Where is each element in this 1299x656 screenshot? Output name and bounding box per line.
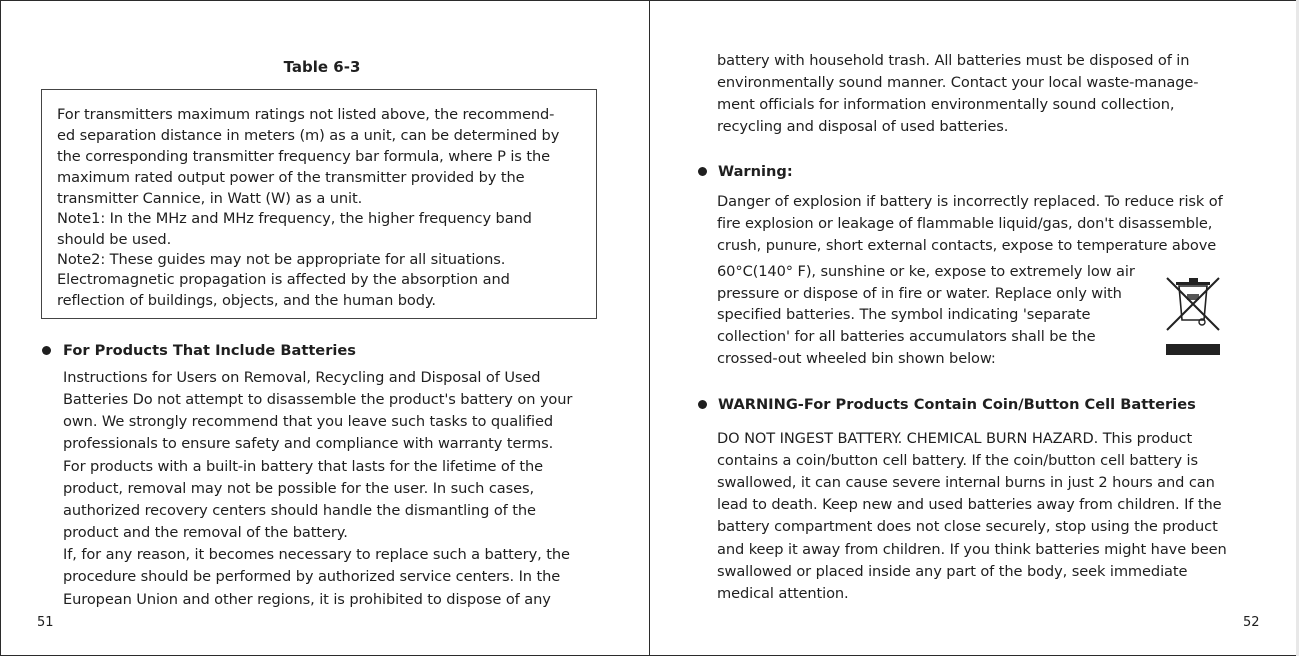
continued-line: recycling and disposal of used batteries. bbox=[717, 118, 1009, 135]
warning-line: crossed-out wheeled bin shown below: bbox=[717, 350, 996, 367]
note-line: Note2: These guides may not be appropriate for all situations. bbox=[57, 251, 506, 268]
batteries-line: procedure should be performed by authorized service centers. In the bbox=[63, 568, 561, 585]
continued-line: ment officials for information environmentally sound collection, bbox=[717, 96, 1175, 113]
coin-line: battery compartment does not close securely, stop using the product bbox=[717, 518, 1218, 535]
warning-heading: Warning: bbox=[718, 163, 793, 180]
batteries-line: authorized recovery centers should handle the dismantling of the bbox=[63, 502, 536, 519]
batteries-heading: For Products That Include Batteries bbox=[63, 342, 356, 359]
crossed-out-wheeled-bin-icon bbox=[1162, 272, 1224, 358]
coin-line: DO NOT INGEST BATTERY. CHEMICAL BURN HAZARD. This product bbox=[717, 430, 1193, 447]
warning-line: 60°C(140° F), sunshine or ke, expose to extremely low air bbox=[717, 263, 1135, 280]
coin-line: medical attention. bbox=[717, 585, 849, 602]
coin-warning-heading: WARNING-For Products Contain Coin/Button Cell Batteries bbox=[718, 396, 1196, 413]
right-page bbox=[650, 0, 1296, 656]
note-line: Note1: In the MHz and MHz frequency, the higher frequency band bbox=[57, 210, 532, 227]
page-number-right: 52 bbox=[1243, 615, 1260, 630]
note-line: should be used. bbox=[57, 231, 172, 248]
note-line: ed separation distance in meters (m) as a unit, can be determined by bbox=[57, 127, 560, 144]
continued-line: environmentally sound manner. Contact your local waste-manage- bbox=[717, 74, 1199, 91]
batteries-line: own. We strongly recommend that you leave such tasks to qualified bbox=[63, 413, 554, 430]
bullet-dot bbox=[42, 346, 51, 355]
warning-line: Danger of explosion if battery is incorrectly replaced. To reduce risk of bbox=[717, 193, 1223, 210]
coin-line: contains a coin/button cell battery. If the coin/button cell battery is bbox=[717, 452, 1198, 469]
warning-line: specified batteries. The symbol indicating 'separate bbox=[717, 306, 1091, 323]
note-line: maximum rated output power of the transmitter provided by the bbox=[57, 169, 525, 186]
page-number-left: 51 bbox=[37, 615, 54, 630]
batteries-line: product and the removal of the battery. bbox=[63, 524, 348, 541]
note-line: reflection of buildings, objects, and the human body. bbox=[57, 292, 436, 309]
bullet-dot bbox=[698, 400, 707, 409]
coin-line: and keep it away from children. If you think batteries might have been bbox=[717, 541, 1227, 558]
coin-line: swallowed, it can cause severe internal burns in just 2 hours and can bbox=[717, 474, 1215, 491]
warning-line: collection' for all batteries accumulators shall be the bbox=[717, 328, 1096, 345]
note-line: Electromagnetic propagation is affected by the absorption and bbox=[57, 271, 510, 288]
batteries-line: For products with a built-in battery that lasts for the lifetime of the bbox=[63, 458, 543, 475]
note-line: transmitter Cannice, in Watt (W) as a unit. bbox=[57, 190, 363, 207]
bullet-dot bbox=[698, 167, 707, 176]
table-title: Table 6-3 bbox=[283, 58, 361, 76]
batteries-line: Instructions for Users on Removal, Recycling and Disposal of Used bbox=[63, 369, 541, 386]
continued-line: battery with household trash. All batteries must be disposed of in bbox=[717, 52, 1190, 69]
batteries-line: product, removal may not be possible for the user. In such cases, bbox=[63, 480, 535, 497]
warning-line: pressure or dispose of in fire or water. Replace only with bbox=[717, 285, 1122, 302]
left-page bbox=[0, 0, 649, 656]
batteries-line: European Union and other regions, it is prohibited to dispose of any bbox=[63, 591, 551, 608]
batteries-line: Batteries Do not attempt to disassemble the product's battery on your bbox=[63, 391, 573, 408]
batteries-line: professionals to ensure safety and compliance with warranty terms. bbox=[63, 435, 554, 452]
note-line: For transmitters maximum ratings not listed above, the recommend- bbox=[57, 106, 555, 123]
warning-line: fire explosion or leakage of flammable liquid/gas, don't disassemble, bbox=[717, 215, 1213, 232]
coin-line: lead to death. Keep new and used batteries away from children. If the bbox=[717, 496, 1222, 513]
warning-line: crush, punure, short external contacts, expose to temperature above bbox=[717, 237, 1217, 254]
note-line: the corresponding transmitter frequency bar formula, where P is the bbox=[57, 148, 550, 165]
coin-line: swallowed or placed inside any part of the body, seek immediate bbox=[717, 563, 1188, 580]
batteries-line: If, for any reason, it becomes necessary to replace such a battery, the bbox=[63, 546, 570, 563]
